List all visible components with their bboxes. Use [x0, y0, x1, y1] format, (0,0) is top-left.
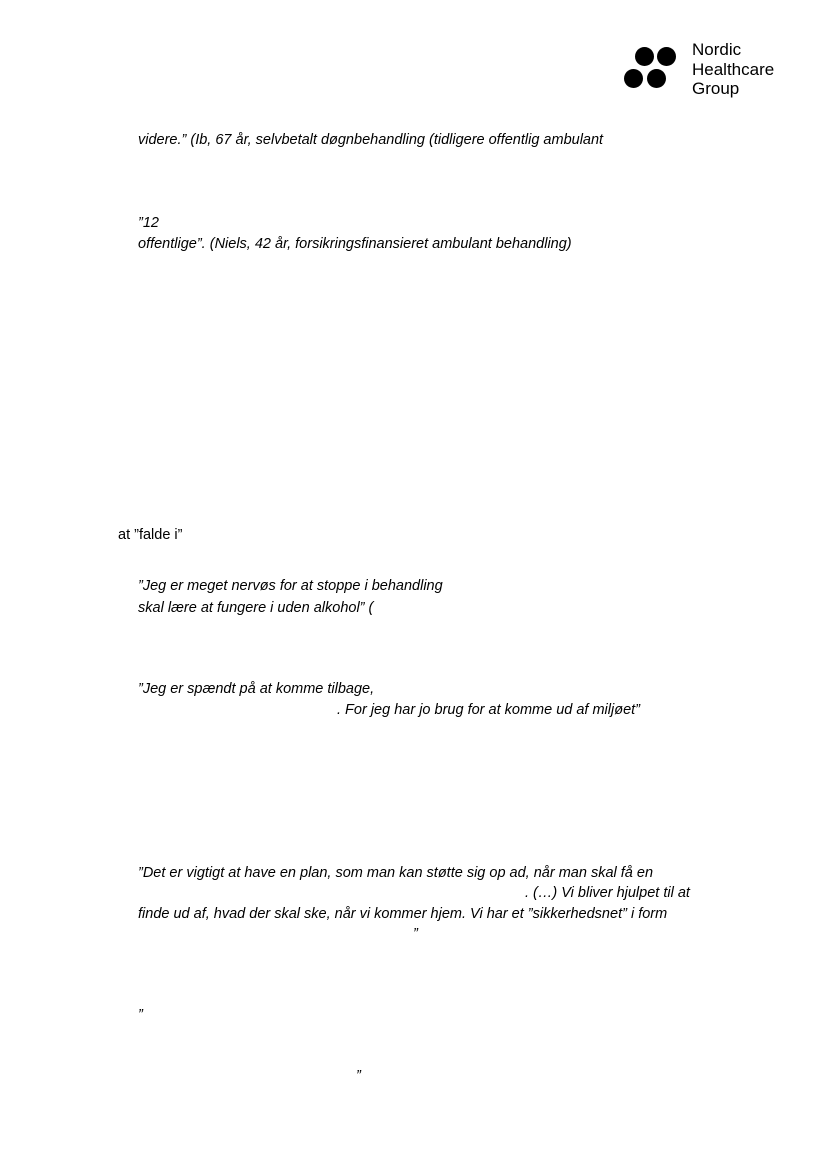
logo-word-2: Healthcare — [692, 59, 775, 79]
quote-ib-end: videre.” (Ib, 67 år, selvbetalt døgnbehandling (tidligere offentlig ambulant — [138, 132, 604, 148]
nordic-healthcare-group-logo — [624, 40, 804, 100]
quote-plan-line-1: ”Det er vigtigt at have en plan, som man kan støtte sig op ad, når man skal få en — [138, 865, 654, 881]
logo-dot-icon — [657, 47, 676, 66]
logo-dot-icon — [624, 69, 643, 88]
quote-plan-closing-mark: ” — [413, 926, 418, 942]
quote-plan-line-3: finde ud af, hvad der skal ske, når vi kommer hjem. Vi har et ”sikkerhedsnet” i form — [138, 906, 668, 922]
logo-dot-icon — [647, 69, 666, 88]
quote-excited-line-2: . For jeg har jo brug for at komme ud af miljøet” — [337, 702, 640, 718]
logo-word-1: Nordic — [692, 40, 742, 59]
quote-nervous-line-2: skal lære at fungere i uden alkohol” ( — [138, 600, 374, 616]
quote-nervous-line-1: ”Jeg er meget nervøs for at stoppe i behandling — [138, 578, 443, 594]
quote-plan-line-2: . (…) Vi bliver hjulpet til at — [525, 885, 690, 901]
body-text-fragment: at ”falde i” — [118, 527, 183, 543]
logo-dot-icon — [635, 47, 654, 66]
quote-niels-end: offentlige”. (Niels, 42 år, forsikringsfinansieret ambulant behandling) — [138, 236, 572, 252]
quote-mark: ” — [138, 1007, 143, 1023]
quote-excited-line-1: ”Jeg er spændt på at komme tilbage, — [138, 681, 375, 697]
logo-word-3: Group — [692, 79, 740, 98]
quote-niels-start: ”12 — [138, 215, 159, 231]
logo-wordmark — [692, 40, 774, 99]
quote-closing-mark: ” — [356, 1068, 361, 1084]
